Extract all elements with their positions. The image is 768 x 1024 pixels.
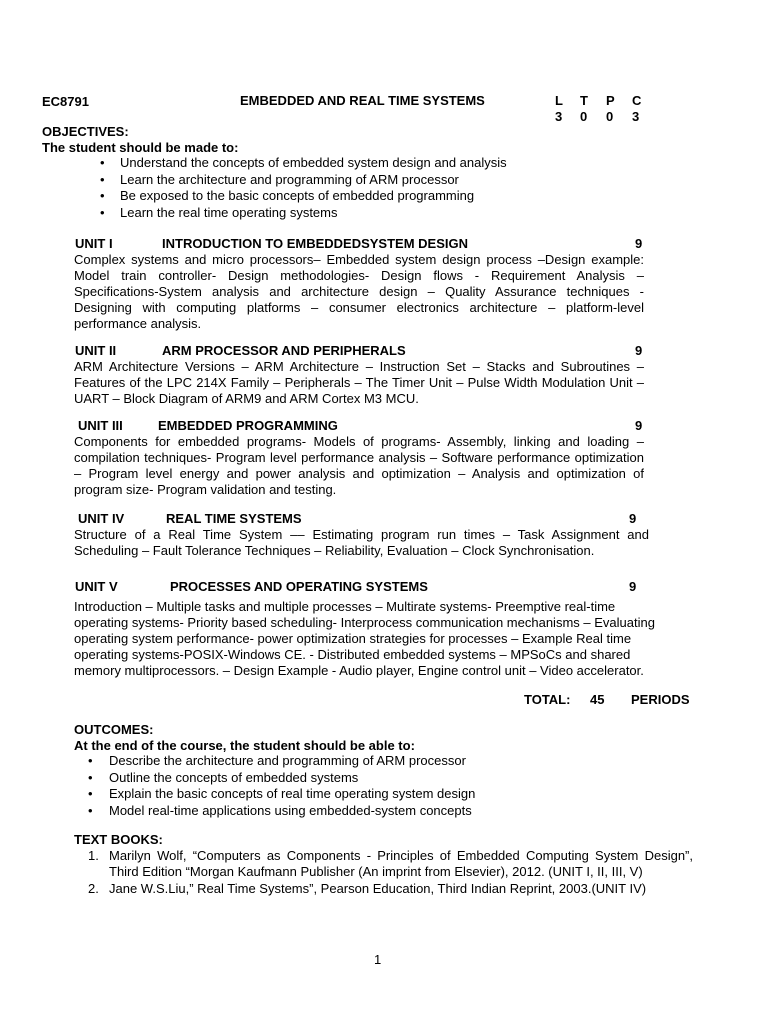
unit-2-body: ARM Architecture Versions – ARM Architecture – Instruction Set – Stacks and Subroutines – Features of the LPC 214X Family – Peripherals – The Timer Unit – Pulse Width Modulation Unit – UART – Block Diagram of ARM9 and ARM Cortex M3 MCU.	[74, 359, 644, 406]
unit-2-label: UNIT II	[75, 343, 117, 358]
unit-4-body: Structure of a Real Time System –– Estimating program run times – Task Assignment and Scheduling – Fault Tolerance Techniques – Reliability, Evaluation – Clock Synchronisation.	[74, 527, 649, 558]
unit-4-label: UNIT IV	[78, 511, 125, 526]
outcome-item: • Outline the concepts of embedded systems	[88, 769, 359, 785]
unit-3-title: EMBEDDED PROGRAMMING	[158, 418, 338, 433]
outcome-item: • Describe the architecture and programming of ARM processor	[88, 753, 466, 768]
bullet-icon: •	[88, 786, 93, 801]
ltpc-table	[550, 93, 650, 125]
textbook-item: 2. Jane W.S.Liu,” Real Time Systems”, Pearson Education, Third Indian Reprint, 2003.(UNIT IV)	[88, 881, 647, 896]
objective-item: • Be exposed to the basic concepts of embedded programming	[100, 188, 475, 203]
bullet-icon: •	[88, 802, 93, 818]
textbooks-list	[88, 848, 693, 897]
ltpc-value-c: 3	[632, 109, 640, 124]
ltpc-label-t: T	[580, 93, 588, 108]
ltpc-value-p: 0	[606, 109, 614, 124]
unit-4-hours: 9	[629, 511, 637, 526]
unit-3-label: UNIT III	[78, 418, 123, 433]
objectives-intro: The student should be made to:	[42, 140, 239, 155]
bullet-icon: •	[100, 204, 105, 220]
objective-item: • Learn the real time operating systems	[100, 204, 338, 220]
bullet-icon: •	[88, 753, 93, 768]
unit-3-body: Components for embedded programs- Models of programs- Assembly, linking and loading – compilation techniques- Program level performance analysis – Software performance optimization – Program level energy and power analysis and optimization – Analysis and optimization of program size- Program validation and testing.	[74, 434, 644, 497]
outcomes-intro: At the end of the course, the student should be able to:	[74, 738, 415, 753]
ltpc-value-t: 0	[580, 109, 588, 124]
unit-3-hours: 9	[635, 418, 643, 433]
course-code: EC8791	[42, 94, 89, 109]
objectives-heading: OBJECTIVES:	[42, 124, 129, 139]
unit-5-title: PROCESSES AND OPERATING SYSTEMS	[170, 579, 428, 594]
textbook-number: 1.	[88, 848, 99, 863]
outcomes-list	[88, 753, 475, 819]
bullet-icon: •	[88, 769, 93, 785]
page-number: 1	[374, 952, 382, 967]
total-unit: PERIODS	[631, 692, 690, 707]
unit-5-label: UNIT V	[75, 579, 118, 594]
outcome-item: • Model real-time applications using embedded-system concepts	[88, 802, 472, 818]
objective-item: • Understand the concepts of embedded system design and analysis	[100, 155, 507, 170]
textbook-item: 1. Marilyn Wolf, “Computers as Components - Principles of Embedded Computing System Design”, Third Edition “Morgan Kaufmann Publisher (An imprint from Elsevier), 2012. (UNIT I, II, III, V)	[88, 848, 693, 879]
total-label: TOTAL:	[524, 692, 571, 707]
unit-1-label: UNIT I	[75, 236, 113, 251]
unit-5-hours: 9	[629, 579, 637, 594]
textbooks-heading: TEXT BOOKS:	[74, 832, 163, 847]
course-title: EMBEDDED AND REAL TIME SYSTEMS	[240, 93, 485, 108]
unit-1-title: INTRODUCTION TO EMBEDDEDSYSTEM DESIGN	[162, 236, 469, 251]
ltpc-label-l: L	[555, 93, 563, 108]
outcome-item: • Explain the basic concepts of real time operating system design	[88, 786, 476, 801]
bullet-icon: •	[100, 188, 105, 203]
textbook-number: 2.	[88, 881, 99, 896]
objective-item: • Learn the architecture and programming of ARM processor	[100, 171, 459, 187]
ltpc-value-l: 3	[555, 109, 563, 124]
total-value: 45	[590, 692, 605, 707]
unit-4-title: REAL TIME SYSTEMS	[166, 511, 302, 526]
ltpc-label-c: C	[632, 93, 642, 108]
objectives-list	[100, 155, 507, 221]
unit-1-hours: 9	[635, 236, 643, 251]
unit-5-body: Introduction – Multiple tasks and multiple processes – Multirate systems- Preemptive real-time operating systems- Priority based scheduling- Interprocess communication mechanisms – Evaluating operating system performance- power optimization strategies for processes – Example Real time operating systems-POSIX-Windows CE. - Distributed embedded systems – MPSoCs and shared memory multiprocessors. – Design Example - Audio player, Engine control unit – Video accelerator.	[74, 599, 655, 678]
bullet-icon: •	[100, 155, 105, 170]
unit-2-title: ARM PROCESSOR AND PERIPHERALS	[162, 343, 406, 358]
unit-2-hours: 9	[635, 343, 643, 358]
outcomes-heading: OUTCOMES:	[74, 722, 154, 737]
ltpc-label-p: P	[606, 93, 615, 108]
unit-1-body: Complex systems and micro processors– Embedded system design process –Design example: Model train controller- Design methodologies- Design flows - Requirement Analysis – Specifications-System analysis and architecture design – Quality Assurance techniques - Designing with computing platforms – consumer electronics architecture – platform-level performance analysis.	[74, 252, 644, 331]
bullet-icon: •	[100, 171, 105, 187]
